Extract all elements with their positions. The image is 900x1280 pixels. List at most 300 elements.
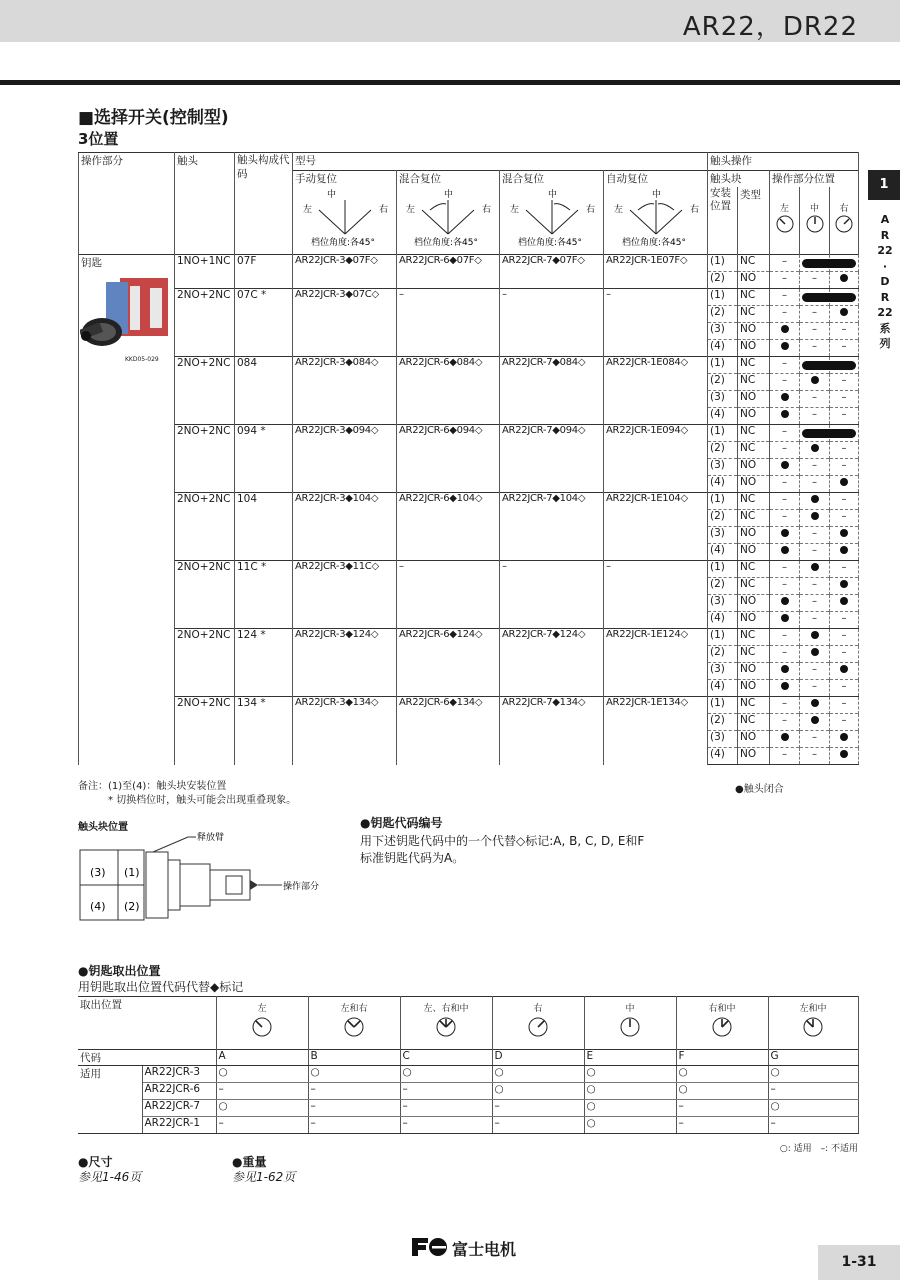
mount-position-cell: (4) bbox=[708, 340, 738, 357]
apply-value-cell: – bbox=[308, 1083, 400, 1100]
key-out-code-cell: B bbox=[308, 1050, 400, 1066]
header-rule bbox=[0, 80, 900, 85]
apply-value-cell: ○ bbox=[676, 1083, 768, 1100]
apply-value-cell: – bbox=[768, 1117, 858, 1134]
contact-open-dash: – bbox=[782, 307, 787, 318]
state-cell bbox=[800, 442, 830, 459]
contact-code-cell: 07F bbox=[235, 255, 293, 289]
key-out-apply-row bbox=[78, 1100, 858, 1117]
state-cell bbox=[800, 629, 830, 646]
state-cell bbox=[800, 714, 830, 731]
svg-text:左: 左 bbox=[406, 205, 416, 215]
contact-type-cell: NO bbox=[738, 408, 770, 425]
apply-value-cell: – bbox=[492, 1117, 584, 1134]
contact-type-cell: NO bbox=[738, 476, 770, 493]
model-cell: AR22JCR-3◆07C◇ bbox=[293, 289, 397, 357]
contact-type-cell: NC bbox=[738, 357, 770, 374]
svg-text:中: 中 bbox=[444, 190, 454, 200]
contact-type-cell: NO bbox=[738, 272, 770, 289]
key-position-dial-icon bbox=[711, 1016, 733, 1038]
contact-open-dash: – bbox=[782, 426, 787, 437]
chapter-tab-letter: R bbox=[880, 290, 890, 304]
contact-closed-dot bbox=[840, 546, 848, 554]
header-mount-position: 安装位置 bbox=[708, 187, 738, 255]
svg-text:(2): (2) bbox=[124, 900, 140, 913]
contact-open-dash: – bbox=[841, 562, 847, 573]
state-cell bbox=[770, 391, 800, 408]
key-out-position-label: 左、右和中 bbox=[423, 1004, 469, 1014]
position-diagram bbox=[504, 188, 600, 246]
model-cell: AR22JCR-1E124◇ bbox=[604, 629, 708, 697]
state-cell bbox=[800, 391, 830, 408]
apply-value-cell: – bbox=[216, 1117, 308, 1134]
apply-value-cell: – bbox=[400, 1083, 492, 1100]
key-out-apply-row bbox=[78, 1066, 858, 1083]
state-cell bbox=[800, 425, 830, 442]
mount-position-cell: (2) bbox=[708, 442, 738, 459]
applicability-legend: ○: 适用 –: 不适用 bbox=[779, 1144, 858, 1154]
contact-open-dash: – bbox=[812, 749, 817, 760]
apply-model-cell: AR22JCR-1 bbox=[142, 1117, 216, 1134]
key-out-header: 取出位置 bbox=[78, 997, 216, 1050]
contact-closed-dot bbox=[781, 410, 789, 418]
contact-closed-dot bbox=[781, 546, 789, 554]
contact-type-cell: NO bbox=[738, 612, 770, 629]
state-cell bbox=[830, 442, 859, 459]
state-cell bbox=[800, 748, 830, 765]
model-cell: AR22JCR-1E094◇ bbox=[604, 425, 708, 493]
state-cell bbox=[770, 459, 800, 476]
note-line-2: * 切换档位时，触头可能会出现重叠现象。 bbox=[108, 795, 297, 806]
contact-code-cell: 084 bbox=[235, 357, 293, 425]
mount-position-cell: (3) bbox=[708, 595, 738, 612]
state-cell bbox=[800, 680, 830, 697]
header-type: 类型 bbox=[738, 187, 770, 255]
key-position-dial-icon bbox=[435, 1016, 457, 1038]
state-cell bbox=[800, 578, 830, 595]
state-cell bbox=[800, 646, 830, 663]
state-cell bbox=[830, 374, 859, 391]
contact-type-cell: NO bbox=[738, 595, 770, 612]
header-contact-code: 触头构成代码 bbox=[235, 153, 293, 255]
apply-value-cell: ○ bbox=[768, 1066, 858, 1083]
state-cell bbox=[800, 697, 830, 714]
contact-closed-dot bbox=[840, 580, 848, 588]
contact-open-dash: – bbox=[782, 477, 787, 488]
key-code-text-2: 标准钥匙代码为A。 bbox=[360, 851, 465, 865]
state-cell bbox=[770, 731, 800, 748]
svg-text:档位角度:各45°: 档位角度:各45° bbox=[621, 238, 686, 246]
contact-code-cell: 104 bbox=[235, 493, 293, 561]
model-cell: AR22JCR-7◆104◇ bbox=[500, 493, 604, 561]
key-out-code-cell: E bbox=[584, 1050, 676, 1066]
svg-text:左: 左 bbox=[302, 205, 312, 215]
table-row bbox=[79, 629, 859, 646]
state-cell bbox=[770, 629, 800, 646]
contact-closed-dot bbox=[811, 495, 819, 503]
header-op-position: 操作部分位置 bbox=[770, 171, 859, 187]
apply-value-cell: – bbox=[676, 1100, 768, 1117]
state-cell bbox=[770, 408, 800, 425]
apply-value-cell: ○ bbox=[676, 1066, 768, 1083]
contact-code-cell: 07C * bbox=[235, 289, 293, 357]
contact-open-dash: – bbox=[812, 613, 817, 624]
state-cell bbox=[830, 289, 859, 306]
apply-value-cell: – bbox=[308, 1117, 400, 1134]
contact-type-cell: NO bbox=[738, 680, 770, 697]
contact-type-cell: NO bbox=[738, 544, 770, 561]
key-out-header-row bbox=[78, 997, 858, 1050]
contact-closed-dot bbox=[840, 597, 848, 605]
key-out-position-cell bbox=[584, 997, 676, 1050]
contact-closed-dot bbox=[840, 750, 848, 758]
contact-open-dash: – bbox=[782, 630, 787, 641]
state-cell bbox=[800, 663, 830, 680]
state-cell bbox=[830, 391, 859, 408]
dimensions-ref[interactable]: 参见1-46页 bbox=[78, 1170, 142, 1184]
series-title: AR22，DR22 bbox=[682, 12, 858, 42]
chapter-tab-letter: A bbox=[880, 213, 890, 226]
page-number: 1-31 bbox=[818, 1245, 900, 1280]
contact-closed-dot bbox=[781, 733, 789, 741]
contact-closed-dot bbox=[840, 308, 848, 316]
model-cell: AR22JCR-7◆124◇ bbox=[500, 629, 604, 697]
state-cell bbox=[770, 561, 800, 578]
svg-text:(3): (3) bbox=[90, 866, 106, 879]
contact-cell: 2NO+2NC bbox=[175, 629, 235, 697]
contact-closed-dot bbox=[811, 716, 819, 724]
key-switch-photo bbox=[80, 270, 172, 358]
contact-open-dash: – bbox=[841, 681, 847, 692]
svg-text:档位角度:各45°: 档位角度:各45° bbox=[517, 238, 582, 246]
contact-closed-dot bbox=[781, 665, 789, 673]
dial-center-icon bbox=[805, 214, 825, 234]
mount-position-cell: (4) bbox=[708, 408, 738, 425]
svg-text:右: 右 bbox=[689, 205, 699, 215]
contact-closed-dot bbox=[781, 461, 789, 469]
model-cell: – bbox=[500, 561, 604, 629]
state-cell bbox=[830, 323, 859, 340]
model-cell: – bbox=[500, 289, 604, 357]
contact-type-cell: NC bbox=[738, 289, 770, 306]
mount-position-cell: (2) bbox=[708, 272, 738, 289]
mount-position-cell: (2) bbox=[708, 374, 738, 391]
svg-text:右: 右 bbox=[482, 205, 492, 215]
key-out-position-cell bbox=[492, 997, 584, 1050]
key-out-code-cell: C bbox=[400, 1050, 492, 1066]
contact-open-dash: – bbox=[782, 715, 787, 726]
state-cell bbox=[770, 323, 800, 340]
state-cell bbox=[830, 697, 859, 714]
key-code-text-1: 用下述钥匙代码中的一个代替◇标记:A, B, C, D, E和F bbox=[360, 834, 645, 848]
state-cell bbox=[770, 697, 800, 714]
mount-position-cell: (3) bbox=[708, 323, 738, 340]
dimensions-title: ●尺寸 bbox=[78, 1155, 113, 1169]
state-cell bbox=[770, 612, 800, 629]
contact-closed-dot bbox=[811, 648, 819, 656]
contact-closed-dot bbox=[781, 342, 789, 350]
state-cell bbox=[830, 357, 859, 374]
svg-text:右: 右 bbox=[378, 205, 388, 215]
state-cell bbox=[830, 408, 859, 425]
chapter-tab-label bbox=[870, 212, 900, 352]
contact-open-dash: – bbox=[812, 324, 817, 335]
mount-position-cell: (1) bbox=[708, 357, 738, 374]
key-position-dial-icon bbox=[619, 1016, 641, 1038]
contact-open-dash: – bbox=[782, 290, 787, 301]
contact-closed-dot bbox=[811, 376, 819, 384]
contact-closed-dot bbox=[781, 393, 789, 401]
state-cell bbox=[770, 595, 800, 612]
model-cell: AR22JCR-7◆094◇ bbox=[500, 425, 604, 493]
contact-type-cell: NC bbox=[738, 255, 770, 272]
contact-code-cell: 094 * bbox=[235, 425, 293, 493]
model-cell: AR22JCR-1E084◇ bbox=[604, 357, 708, 425]
table-row bbox=[79, 289, 859, 306]
key-out-code-cell: D bbox=[492, 1050, 584, 1066]
state-cell bbox=[830, 544, 859, 561]
code-label: 代码 bbox=[78, 1050, 216, 1066]
state-cell bbox=[800, 255, 830, 272]
state-cell bbox=[830, 255, 859, 272]
apply-value-cell: ○ bbox=[584, 1083, 676, 1100]
mount-position-cell: (1) bbox=[708, 289, 738, 306]
svg-text:中: 中 bbox=[326, 190, 336, 200]
contact-type-cell: NC bbox=[738, 374, 770, 391]
chapter-tab-letter: 22 bbox=[877, 244, 893, 257]
contact-type-cell: NC bbox=[738, 510, 770, 527]
apply-value-cell: ○ bbox=[584, 1066, 676, 1083]
key-position-dial-icon bbox=[802, 1016, 824, 1038]
svg-text:档位角度:各45°: 档位角度:各45° bbox=[310, 238, 375, 246]
apply-value-cell: – bbox=[676, 1117, 768, 1134]
state-cell bbox=[800, 527, 830, 544]
contact-closed-dot bbox=[811, 631, 819, 639]
pos-center-label: 中 bbox=[809, 203, 819, 214]
key-out-code-cell: F bbox=[676, 1050, 768, 1066]
dial-left-icon bbox=[775, 214, 795, 234]
contact-open-dash: – bbox=[812, 341, 817, 352]
table-row bbox=[79, 255, 859, 272]
model-cell: AR22JCR-6◆104◇ bbox=[397, 493, 500, 561]
contact-type-cell: NC bbox=[738, 646, 770, 663]
contact-open-dash: – bbox=[782, 647, 787, 658]
mount-position-cell: (4) bbox=[708, 476, 738, 493]
brand-name: 富士电机 bbox=[452, 1240, 517, 1259]
contact-open-dash: – bbox=[841, 409, 847, 420]
chapter-tab-letter: 系 bbox=[879, 321, 891, 335]
key-out-position-label: 左 bbox=[257, 1004, 267, 1014]
state-cell bbox=[770, 289, 800, 306]
state-cell bbox=[830, 527, 859, 544]
state-cell bbox=[770, 374, 800, 391]
state-cell bbox=[830, 578, 859, 595]
key-out-apply-row bbox=[78, 1083, 858, 1100]
contact-code-cell: 124 * bbox=[235, 629, 293, 697]
mount-position-cell: (1) bbox=[708, 697, 738, 714]
contact-open-dash: – bbox=[782, 443, 787, 454]
apply-value-cell: ○ bbox=[584, 1100, 676, 1117]
contact-cell: 2NO+2NC bbox=[175, 289, 235, 357]
apply-value-cell: – bbox=[492, 1100, 584, 1117]
svg-text:操作部分: 操作部分 bbox=[283, 882, 320, 892]
apply-value-cell: – bbox=[308, 1100, 400, 1117]
key-out-position-label: 中 bbox=[625, 1004, 635, 1014]
contact-open-dash: – bbox=[782, 494, 787, 505]
contact-closed-dot bbox=[840, 733, 848, 741]
state-cell bbox=[830, 306, 859, 323]
contact-type-cell: NO bbox=[738, 391, 770, 408]
contact-type-cell: NC bbox=[738, 697, 770, 714]
pos-right-label: 右 bbox=[839, 203, 849, 214]
header-contact: 触头 bbox=[175, 153, 235, 255]
key-out-table bbox=[78, 996, 859, 1134]
contact-open-dash: – bbox=[782, 256, 787, 267]
state-cell bbox=[770, 476, 800, 493]
mount-position-cell: (2) bbox=[708, 714, 738, 731]
svg-text:中: 中 bbox=[547, 190, 557, 200]
key-out-subtitle: 用钥匙取出位置代码代替◆标记 bbox=[78, 980, 244, 994]
model-cell: AR22JCR-3◆124◇ bbox=[293, 629, 397, 697]
state-cell bbox=[770, 544, 800, 561]
mount-position-cell: (2) bbox=[708, 510, 738, 527]
contact-open-dash: – bbox=[812, 460, 817, 471]
apply-model-cell: AR22JCR-7 bbox=[142, 1100, 216, 1117]
contact-open-dash: – bbox=[841, 494, 847, 505]
key-out-position-label: 左和中 bbox=[799, 1004, 827, 1014]
mount-position-cell: (4) bbox=[708, 544, 738, 561]
state-cell bbox=[770, 357, 800, 374]
state-cell bbox=[800, 612, 830, 629]
state-cell bbox=[830, 663, 859, 680]
chapter-tab-letter: D bbox=[880, 275, 890, 288]
table-row bbox=[79, 697, 859, 714]
contact-closed-dot bbox=[781, 682, 789, 690]
model-cell: – bbox=[397, 561, 500, 629]
position-diagram bbox=[608, 188, 704, 246]
header-model: 型号 bbox=[293, 153, 708, 171]
apply-model-cell: AR22JCR-6 bbox=[142, 1083, 216, 1100]
table-row bbox=[79, 493, 859, 510]
contact-closed-dot bbox=[781, 597, 789, 605]
note-line-1: 备注：(1)至(4)：触头块安装位置 bbox=[78, 781, 227, 792]
table-notes bbox=[78, 780, 296, 808]
key-out-position-cell bbox=[676, 997, 768, 1050]
contact-closed-dot bbox=[840, 478, 848, 486]
contact-open-dash: – bbox=[812, 596, 817, 607]
state-cell bbox=[770, 425, 800, 442]
contact-cell: 2NO+2NC bbox=[175, 357, 235, 425]
apply-value-cell: – bbox=[400, 1117, 492, 1134]
state-cell bbox=[830, 646, 859, 663]
apply-value-cell: – bbox=[216, 1083, 308, 1100]
contact-open-dash: – bbox=[812, 732, 817, 743]
contact-open-dash: – bbox=[841, 511, 847, 522]
state-cell bbox=[800, 408, 830, 425]
model-cell: AR22JCR-3◆084◇ bbox=[293, 357, 397, 425]
weight-ref[interactable]: 参见1-62页 bbox=[232, 1170, 296, 1184]
contact-open-dash: – bbox=[841, 375, 847, 386]
state-cell bbox=[770, 527, 800, 544]
model-cell: AR22JCR-7◆07F◇ bbox=[500, 255, 604, 289]
model-cell: AR22JCR-6◆094◇ bbox=[397, 425, 500, 493]
contact-type-cell: NC bbox=[738, 442, 770, 459]
chapter-tab[interactable]: 1 bbox=[868, 170, 900, 200]
model-cell: AR22JCR-1E07F◇ bbox=[604, 255, 708, 289]
contact-open-dash: – bbox=[782, 511, 787, 522]
apply-label: 适用 bbox=[78, 1066, 142, 1134]
contact-open-dash: – bbox=[841, 392, 847, 403]
state-cell bbox=[770, 663, 800, 680]
contact-type-cell: NC bbox=[738, 425, 770, 442]
header-mixed-reset-2: 混合复位 bbox=[502, 173, 544, 185]
key-out-code-row bbox=[78, 1050, 858, 1066]
state-cell bbox=[800, 544, 830, 561]
model-cell: AR22JCR-3◆104◇ bbox=[293, 493, 397, 561]
state-cell bbox=[770, 255, 800, 272]
contact-closed-dot bbox=[811, 444, 819, 452]
state-cell bbox=[800, 374, 830, 391]
state-cell bbox=[800, 476, 830, 493]
contact-type-cell: NO bbox=[738, 663, 770, 680]
state-cell bbox=[770, 578, 800, 595]
model-cell: – bbox=[397, 289, 500, 357]
state-cell bbox=[770, 714, 800, 731]
state-cell bbox=[830, 731, 859, 748]
model-cell: AR22JCR-3◆134◇ bbox=[293, 697, 397, 765]
state-cell bbox=[830, 272, 859, 289]
position-diagram bbox=[400, 188, 496, 246]
model-cell: AR22JCR-6◆07F◇ bbox=[397, 255, 500, 289]
header-contact-block: 触头块 bbox=[708, 171, 770, 187]
state-cell bbox=[830, 680, 859, 697]
apply-value-cell: ○ bbox=[216, 1066, 308, 1083]
contact-type-cell: NO bbox=[738, 748, 770, 765]
model-cell: AR22JCR-6◆084◇ bbox=[397, 357, 500, 425]
contact-open-dash: – bbox=[841, 460, 847, 471]
contact-cell: 2NO+2NC bbox=[175, 697, 235, 765]
model-cell: AR22JCR-3◆11C◇ bbox=[293, 561, 397, 629]
key-out-position-cell bbox=[216, 997, 308, 1050]
apply-value-cell: ○ bbox=[400, 1066, 492, 1083]
mount-position-cell: (1) bbox=[708, 255, 738, 272]
state-cell bbox=[770, 680, 800, 697]
state-cell bbox=[830, 561, 859, 578]
contact-closed-dot bbox=[840, 529, 848, 537]
state-cell bbox=[830, 748, 859, 765]
key-position-dial-icon bbox=[251, 1016, 273, 1038]
state-cell bbox=[800, 510, 830, 527]
brand-logo bbox=[410, 1236, 530, 1260]
mount-position-cell: (1) bbox=[708, 629, 738, 646]
svg-text:左: 左 bbox=[509, 205, 519, 215]
state-cell bbox=[800, 493, 830, 510]
mount-position-cell: (1) bbox=[708, 493, 738, 510]
apply-value-cell: ○ bbox=[492, 1083, 584, 1100]
state-cell bbox=[830, 595, 859, 612]
contact-type-cell: NO bbox=[738, 323, 770, 340]
contact-open-dash: – bbox=[841, 324, 847, 335]
key-position-dial-icon bbox=[343, 1016, 365, 1038]
contact-open-dash: – bbox=[812, 681, 817, 692]
contact-open-dash: – bbox=[812, 528, 817, 539]
key-out-position-cell bbox=[308, 997, 400, 1050]
contact-type-cell: NO bbox=[738, 527, 770, 544]
model-cell: – bbox=[604, 289, 708, 357]
model-cell: AR22JCR-3◆094◇ bbox=[293, 425, 397, 493]
contact-open-dash: – bbox=[782, 375, 787, 386]
contact-open-dash: – bbox=[841, 715, 847, 726]
